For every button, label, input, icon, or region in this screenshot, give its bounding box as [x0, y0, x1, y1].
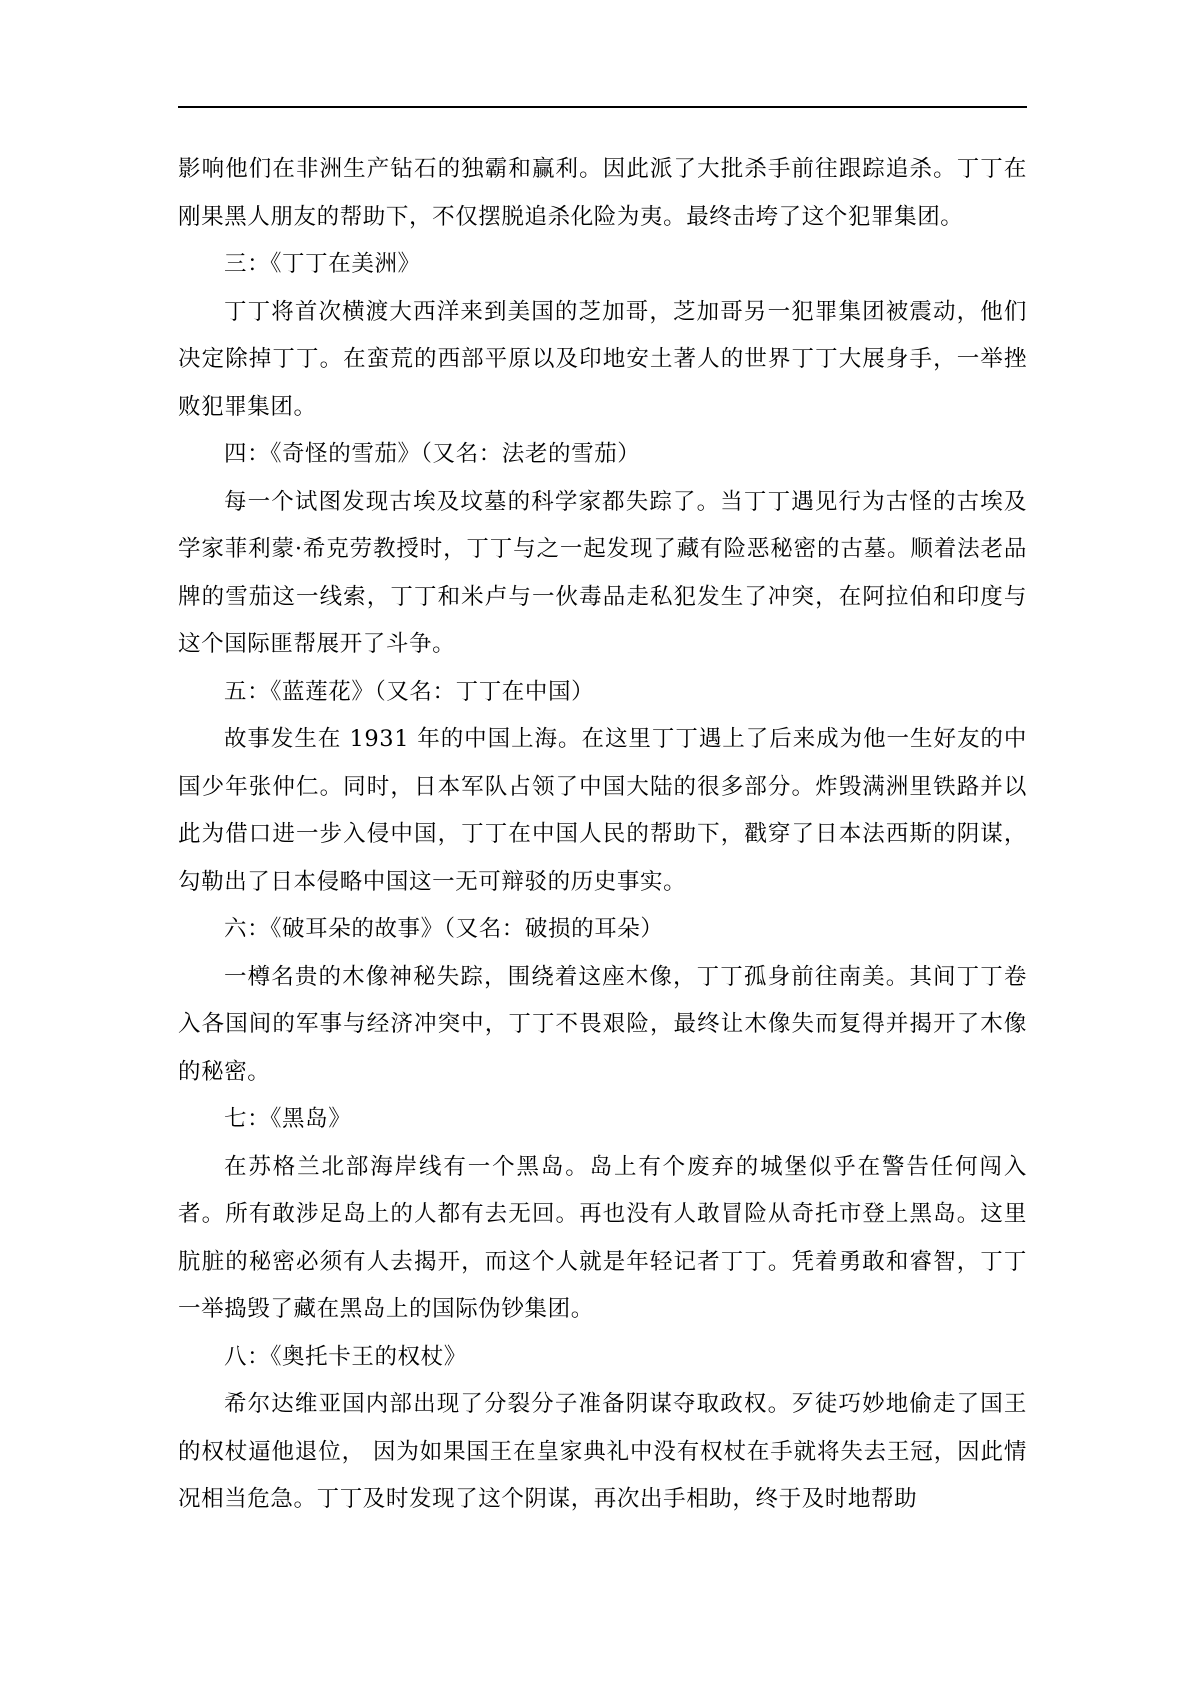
- paragraph-chapter-3: 丁丁将首次横渡大西洋来到美国的芝加哥，芝加哥另一犯罪集团被震动，他们决定除掉丁丁。在蛮荒的西部平原以及印地安土著人的世界丁丁大展身手，一举挫败犯罪集团。: [178, 298, 1027, 420]
- paragraph-chapter-7: 在苏格兰北部海岸线有一个黑岛。岛上有个废弃的城堡似乎在警告任何闯入者。所有敢涉足岛上的人都有去无回。再也没有人敢冒险从奇托市登上黑岛。这里肮脏的秘密必须有人去揭开，而这个人就是年轻记者丁丁。凭着勇敢和睿智，丁丁一举捣毁了藏在黑岛上的国际伪钞集团。: [178, 1153, 1027, 1322]
- document-body: [178, 146, 1027, 1524]
- paragraph-chapter-4: 每一个试图发现古埃及坟墓的科学家都失踪了。当丁丁遇见行为古怪的古埃及学家菲利蒙·希克劳教授时，丁丁与之一起发现了藏有险恶秘密的古墓。顺着法老品牌的雪茄这一线索，丁丁和米卢与一伙毒品走私犯发生了冲突，在阿拉伯和印度与这个国际匪帮展开了斗争。: [178, 488, 1027, 657]
- heading-chapter-7: 七：《黑岛》: [224, 1106, 352, 1132]
- paragraph-chapter-8: 希尔达维亚国内部出现了分裂分子准备阴谋夺取政权。歹徒巧妙地偷走了国王的权杖逼他退位， 因为如果国王在皇家典礼中没有权杖在手就将失去王冠，因此情况相当危急。丁丁及时发现了这个阴谋，再次出手相助，终于及时地帮助: [178, 1391, 1027, 1512]
- heading-chapter-5: 五：《蓝莲花》（又名：丁丁在中国）: [224, 678, 595, 705]
- heading-chapter-8: 八：《奥托卡王的权杖》: [224, 1343, 467, 1370]
- paragraph-chapter-5: 故事发生在 1931 年的中国上海。在这里丁丁遇上了后来成为他一生好友的中国少年张仲仁。同时，日本军队占领了中国大陆的很多部分。炸毁满洲里铁路并以此为借口进一步入侵中国，丁丁在中国人民的帮助下，戳穿了日本法西斯的阴谋，勾勒出了日本侵略中国这一无可辩驳的历史事实。: [178, 726, 1027, 895]
- heading-chapter-4: 四：《奇怪的雪茄》（又名：法老的雪茄）: [224, 441, 641, 467]
- heading-chapter-3: 三：《丁丁在美洲》: [224, 251, 421, 277]
- paragraph-chapter-6: 一樽名贵的木像神秘失踪，围绕着这座木像，丁丁孤身前往南美。其间丁丁卷入各国间的军事与经济冲突中，丁丁不畏艰险，最终让木像失而复得并揭开了木像的秘密。: [178, 963, 1027, 1085]
- header-rule: [178, 106, 1027, 108]
- paragraph-continuation: 影响他们在非洲生产钻石的独霸和赢利。因此派了大批杀手前往跟踪追杀。丁丁在刚果黑人朋友的帮助下，不仅摆脱追杀化险为夷。最终击垮了这个犯罪集团。: [178, 156, 1027, 230]
- heading-chapter-6: 六：《破耳朵的故事》（又名：破损的耳朵）: [224, 916, 664, 942]
